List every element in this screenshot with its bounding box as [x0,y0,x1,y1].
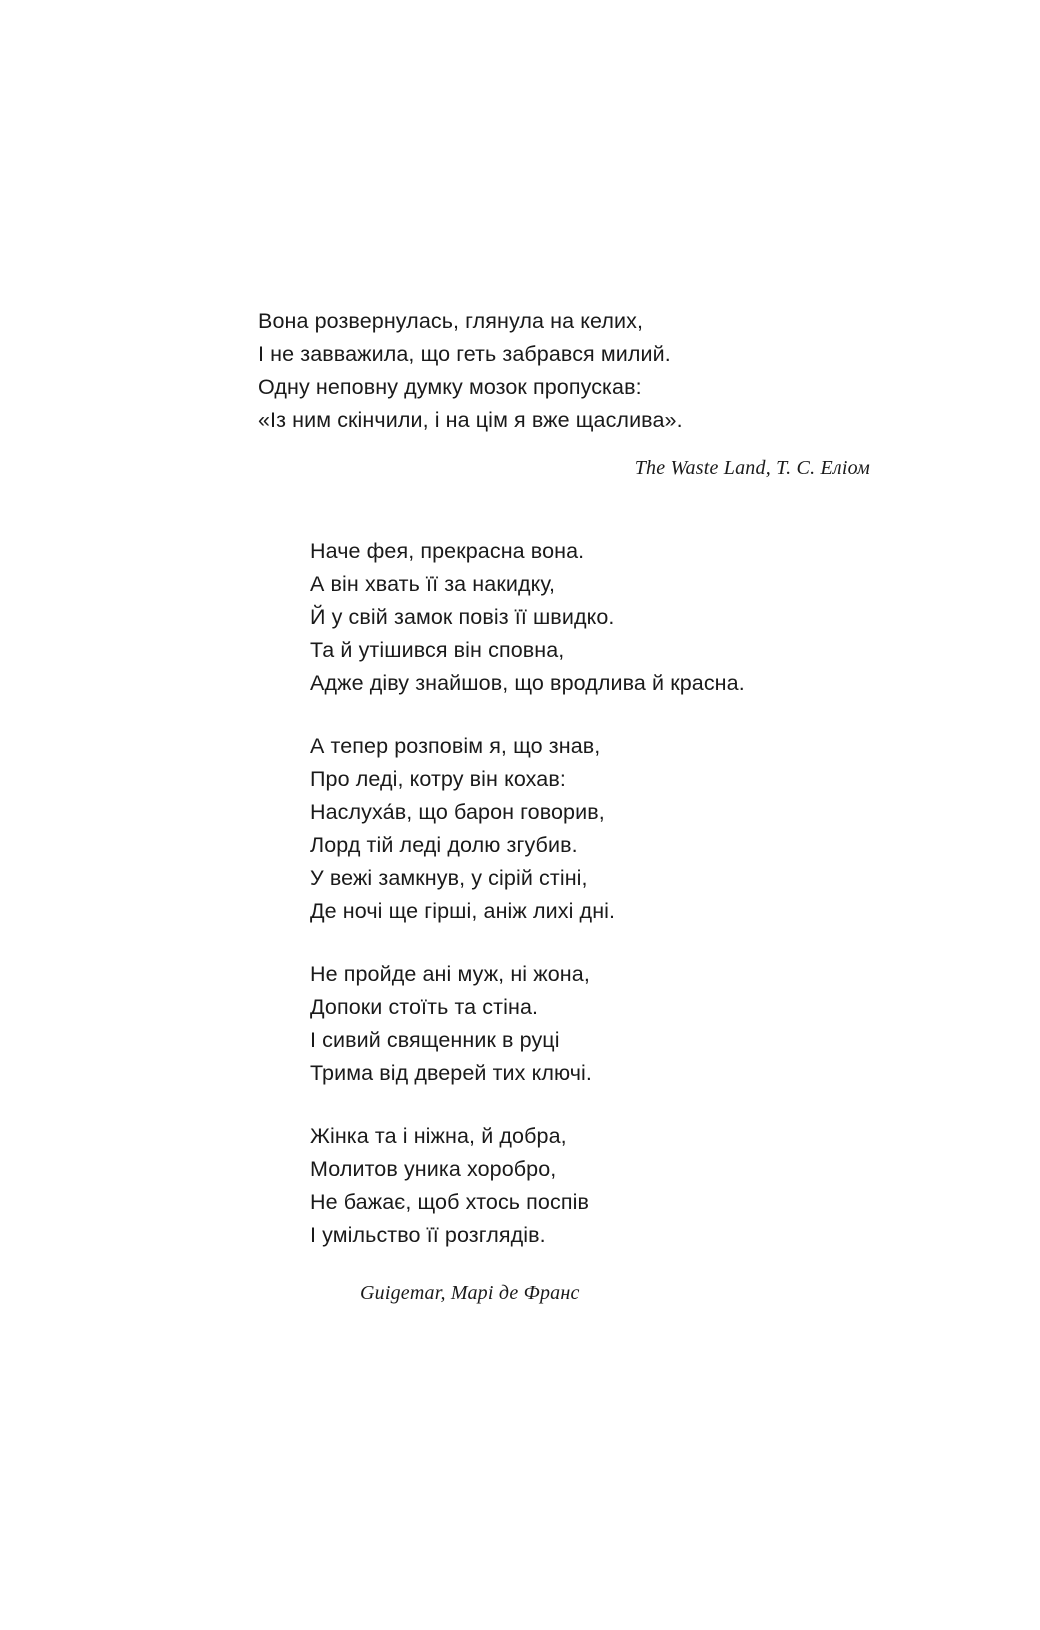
poem-line: Трима від дверей тих ключі. [310,1061,592,1085]
epigraph-line: Вона розвернулась, глянула на келих, [258,309,644,333]
poem-line: Де ночі ще гірші, аніж лихі дні. [310,899,616,923]
poem-line: Не бажає, щоб хтось поспів [310,1190,589,1214]
poem-line: Наслуха́в, що барон говорив, [310,800,605,824]
poem-stanza [310,1120,890,1252]
poem-line: У вежі замкнув, у сірій стіні, [310,866,588,890]
poem-line: І умільство її розглядів. [310,1223,546,1247]
poem-line: Не пройде ані муж, ні жона, [310,962,590,986]
poem-line: Та й утішився він сповна, [310,638,565,662]
poem-stanza [310,535,890,700]
poem-block [310,535,890,1305]
poem-line: А тепер розповім я, що знав, [310,734,601,758]
poem-line: Про леді, котру він кохав: [310,767,566,791]
poem-stanza [310,730,890,928]
epigraph-block [258,305,878,480]
poem-stanza [310,958,890,1090]
poem-line: Й у свій замок повіз її швидко. [310,605,615,629]
epigraph-line: І не завважила, що геть забрався милий. [258,342,671,366]
poem-line: І сивий священник в руці [310,1028,560,1052]
poem-line: Адже діву знайшов, що вродлива й красна. [310,671,745,695]
poem-line: Молитов уника хоробро, [310,1157,557,1181]
epigraph-line: «Із ним скінчили, і на цім я вже щаслива». [258,408,683,432]
poem-line: Наче фея, прекрасна вона. [310,539,585,563]
poem-line: Жінка та і ніжна, й добра, [310,1124,567,1148]
poem-line: Лорд тій леді долю згубив. [310,833,578,857]
poem-line: А він хвать її за накидку, [310,572,556,596]
epigraph-line: Одну неповну думку мозок пропускав: [258,375,642,399]
poem-line: Допоки стоїть та стіна. [310,995,539,1019]
poem-attribution: Guigemar, Марі де Франс [360,1282,580,1304]
epigraph-attribution: The Waste Land, Т. С. Еліом [634,457,870,479]
